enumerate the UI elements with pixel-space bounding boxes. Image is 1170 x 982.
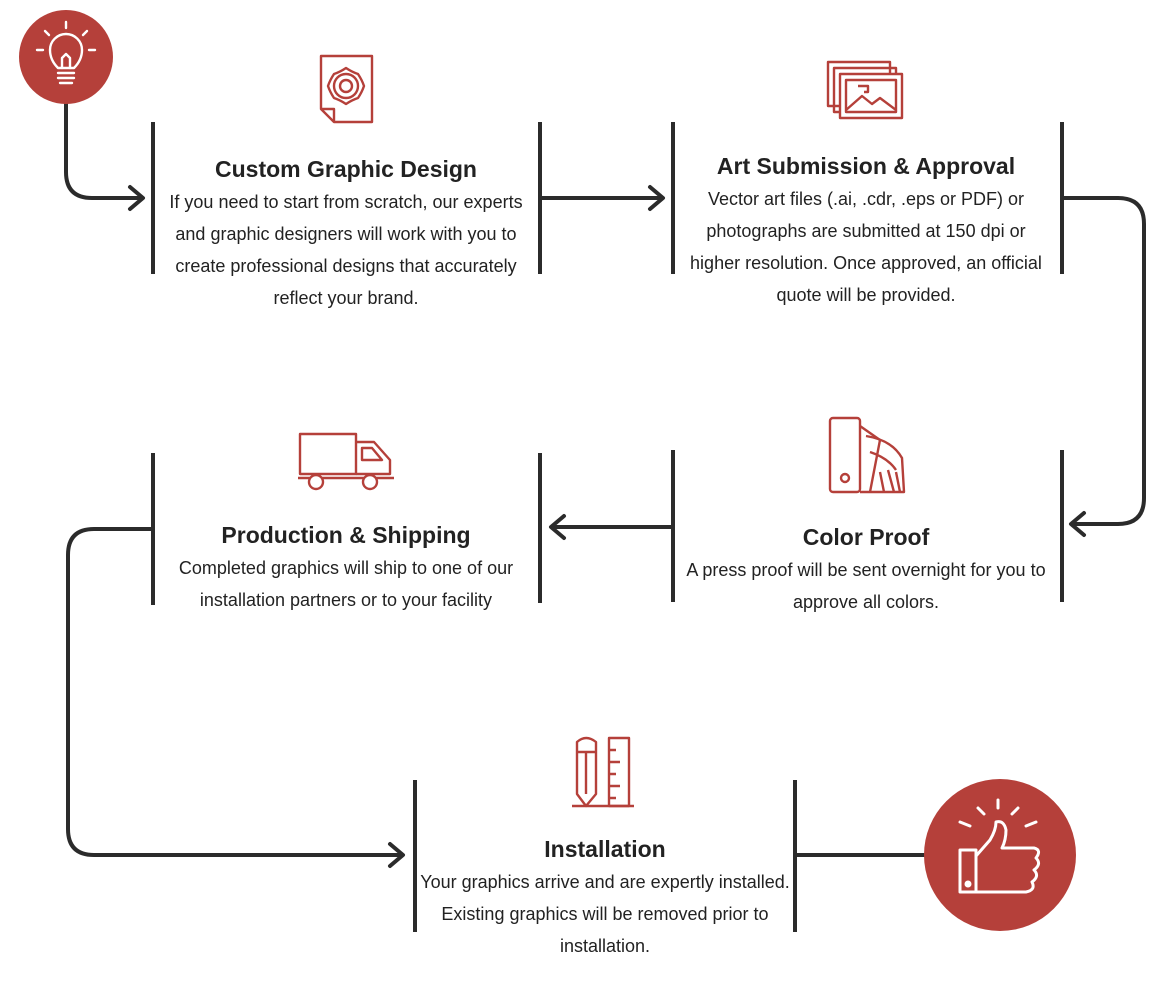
lightbulb-icon: [19, 10, 113, 104]
step-production-shipping: [160, 520, 532, 616]
thumbs-up-icon: [924, 779, 1076, 931]
step-title: Art Submission & Approval: [716, 153, 1016, 179]
color-swatch-icon: [830, 418, 904, 492]
step-title: Installation: [544, 836, 666, 862]
step-title: Color Proof: [802, 524, 930, 550]
delivery-truck-icon: [298, 434, 394, 489]
step-description: Vector art files (.ai, .cdr, .eps or PDF) or photographs are submitted at 150 dpi or higher resolution. Once approved, an official quote will be provided.: [690, 189, 1042, 305]
step-art-submission-approval: [680, 151, 1052, 311]
step-description: If you need to start from scratch, our experts and graphic designers will work with you to create professional designs that accurately reflect your brand.: [169, 192, 523, 308]
design-document-icon: [321, 56, 372, 122]
step-description: A press proof will be sent overnight for you to approve all colors.: [686, 560, 1046, 612]
step-description: Your graphics arrive and are expertly installed. Existing graphics will be removed prior to installation.: [420, 872, 790, 956]
connector-start-to-step1: [66, 102, 142, 198]
image-files-icon: [828, 62, 902, 118]
connector-step2-to-step3: [1062, 198, 1144, 524]
step-color-proof: [680, 522, 1052, 618]
step-title: Production & Shipping: [221, 522, 471, 548]
step-installation: [420, 834, 790, 962]
step-title: Custom Graphic Design: [215, 156, 477, 182]
pencil-ruler-icon: [572, 738, 634, 806]
step-custom-graphic-design: [160, 154, 532, 314]
step-description: Completed graphics will ship to one of our installation partners or to your facility: [178, 558, 514, 610]
